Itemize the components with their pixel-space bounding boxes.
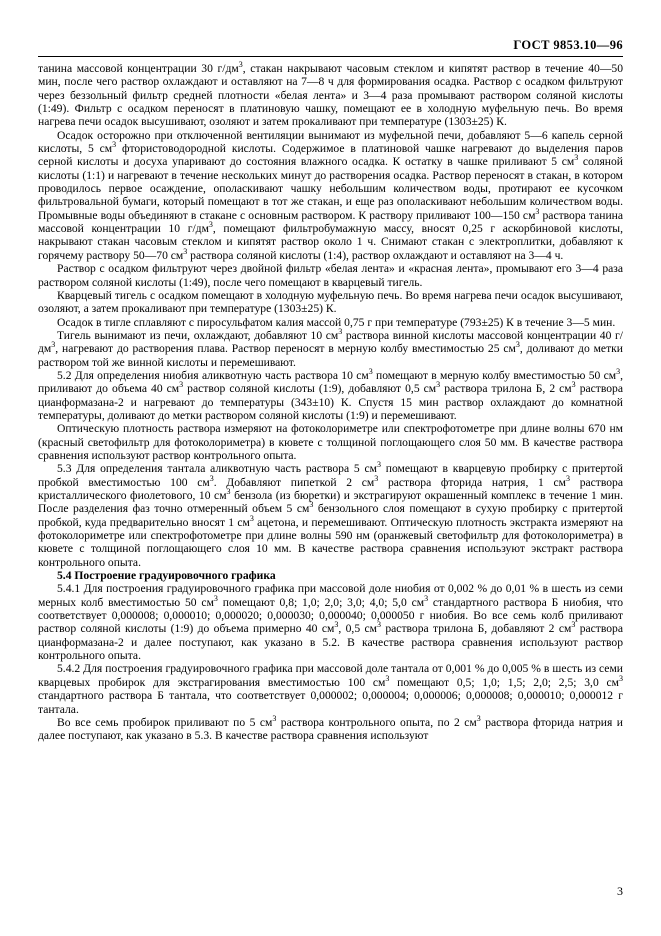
paragraph-precipitate-handling: Осадок осторожно при отключенной вентиляции вынимают из муфельной печи, добавляют 5—6 капель серной кислоты, 5 $см^3$ фтористоводородной кислоты. Содержимое в платиновой чашке нагревают до выделения паров серной кислоты и досуха упаривают до состояния влажного осадка. К остатку в чашке приливают 5 $см^3$ соляной кислоты (1:1) и нагревают в течение нескольких минут до растворения осадка. Раствор переносят в стакан, в котором проводилось первое осаждение, ополаскивают чашку небольшим количеством воды, протирают ее кусочком фильтровальной бумаги, который помещают в тот же стакан, и еще раз ополаскивают небольшим количеством воды. Промывные воды объединяют в стакане с основным раствором. К раствору приливают 100—150 $см^3$ раствора танина массовой концентрации 10 $г/дм^3$, помещают фильтробумажную массу, вносят 0,25 г аскорбиновой кислоты, накрывают стакан часовым стеклом и кипятят раствор около 1 ч. Снимают стакан с электроплитки, добавляют к горячему раствору 50—70 $см^3$ раствора соляной кислоты (1:4), раствор охлаждают и оставляют на 3—4 ч. [38,128,624,262]
paragraph-5-4-1: 5.4.1 Для построения градуировочного графика при массовой доле ниобия от 0,002 % до 0,01 % в шесть из семи мерных колб вместимостью 50 $см^3$ помещают 0,8; 1,0; 2,0; 3,0; 4,0; 5,0 $см^3$ стандартного раствора Б ниобия, что соответствует 0,000008; 0,000010; 0,000020; 0,000030; 0,000040; 0,000050 г ниобия. Во все семь колб приливают раствор соляной кислоты (1:9) до объема примерно 40 $см^3$, 0,5 $см^3$ раствора трилона Б, добавляют 2 $см^3$ раствора цианформазана-2 и далее поступают, как указано в 5.2. В качестве раствора сравнения используют раствор контрольного опыта. [38,582,623,663]
paragraph-5-2: 5.2 Для определения ниобия аликвотную часть раствора 10 $см^3$ помещают в мерную колбу вместимостью 50 $см^3$, приливают до объема 40 $см^3$ раствор соляной кислоты (1:9), добавляют 0,5 $см^3$ раствора трилона Б, 2 $см^3$ раствора цианформазана-2 и нагревают до температуры (343±10) К. Спустя 15 мин раствор охлаждают до комнатной температуры, доливают до метки раствором соляной кислоты (1:9) и перемешивают. [38,367,624,422]
paragraph-tannin-concentration: танина массовой концентрации 30 $г/дм^3$, стакан накрывают часовым стеклом и кипятят раствор в течение 40—50 мин, после чего раствор охлаждают и оставляют на 7—8 ч для формирования осадка. Раствор с осадком фильтруют через беззольный фильтр средней плотности «белая лента» и 3—4 раза промывают раствором соляной кислоты (1:49). Фильтр с осадком переносят в платиновую чашку, помещают ее в холодную муфельную печь. Во время нагрева печи осадок высушивают, озоляют и затем прокаливают при температуре (1303±25) К. [38,60,624,129]
page-header-standard-number: ГОСТ 9853.10—96 [513,38,623,52]
section-heading-5-4: 5.4 Построение градуировочного графика [57,569,276,583]
paragraph-quartz-crucible: Кварцевый тигель с осадком помещают в холодную муфельную печь. Во время нагрева печи осадок высушивают, озоляют, а затем прокаливают при температуре (1303±25) К. [38,288,623,316]
page-number: 3 [617,884,623,898]
paragraph-double-filter: Раствор с осадком фильтруют через двойной фильтр «белая лента» и «красная лента», промывают его 3—4 раза раствором соляной кислоты (1:49), после чего помещают в кварцевый тигель. [38,262,623,289]
paragraph-5-3: 5.3 Для определения тантала аликвотную часть раствора 5 $см^3$ помещают в кварцевую пробирку с притертой пробкой вместимостью 100 $см^3$. Добавляют пипеткой 2 $см^3$ раствора фторида натрия, 1 $см^3$ раствора кристаллического фиолетового, 10 $см^3$ бензола (из бюретки) и экстрагируют окрашенный комплекс в течение 1 мин. После разделения фаз точно отмеренный объем 5 $см^3$ бензольного слоя помещают в сухую пробирку с притертой пробкой, куда предварительно вносят 1 $см^3$ ацетона, и перемешивают. Оптическую плотность экстракта измеряют на фотоколориметре или спектрофотометре при длине волны 590 нм (оранжевый светофильтр для фотоколориметра) в кювете с толщиной поглощающего слоя 10 мм. В качестве раствора сравнения используют экстракт раствора контрольного опыта. [38,460,624,569]
paragraph-5-4-2: 5.4.2 Для построения градуировочного графика при массовой доле тантала от 0,001 % до 0,005 % в шесть из семи кварцевых пробирок для экстрагирования вместимостью 100 $см^3$ помещают 0,5; 1,0; 1,5; 2,0; 2,5; 3,0 $см^3$ стандартного раствора Б тантала, что соответствует 0,000002; 0,000004; 0,000006; 0,000008; 0,000010; 0,000012 г тантала. [38,662,623,716]
paragraph-cooling-tartaric: Тигель вынимают из печи, охлаждают, добавляют 10 $см^3$ раствора винной кислоты массовой концентрации 40 $г/дм^3$, нагревают до растворения плава. Раствор переносят в мерную колбу вместимостью 25 $см^3$, доливают до метки раствором той же винной кислоты и перемешивают. [38,327,623,369]
document-body [38,62,623,743]
paragraph-pyrosulfate-fusion: Осадок в тигле сплавляют с пиросульфатом калия массой 0,75 г при температуре (793±25) К в течение 3—5 мин. [57,315,616,329]
paragraph-optical-density-niobium: Оптическую плотность раствора измеряют на фотоколориметре или спектрофотометре при длине волны 670 нм (красный светофильтр для фотоколориметра) в кювете с толщиной поглощающего слоя 50 мм. В качестве раствора сравнения используют раствор контрольного опыта. [38,422,623,462]
paragraph-5-4-2-continued: Во все семь пробирок приливают по 5 $см^3$ раствора контрольного опыта, по 2 $см^3$ раствора фторида натрия и далее поступают, как указано в 5.3. В качестве раствора сравнения используют [38,713,623,743]
header-divider [38,56,623,57]
